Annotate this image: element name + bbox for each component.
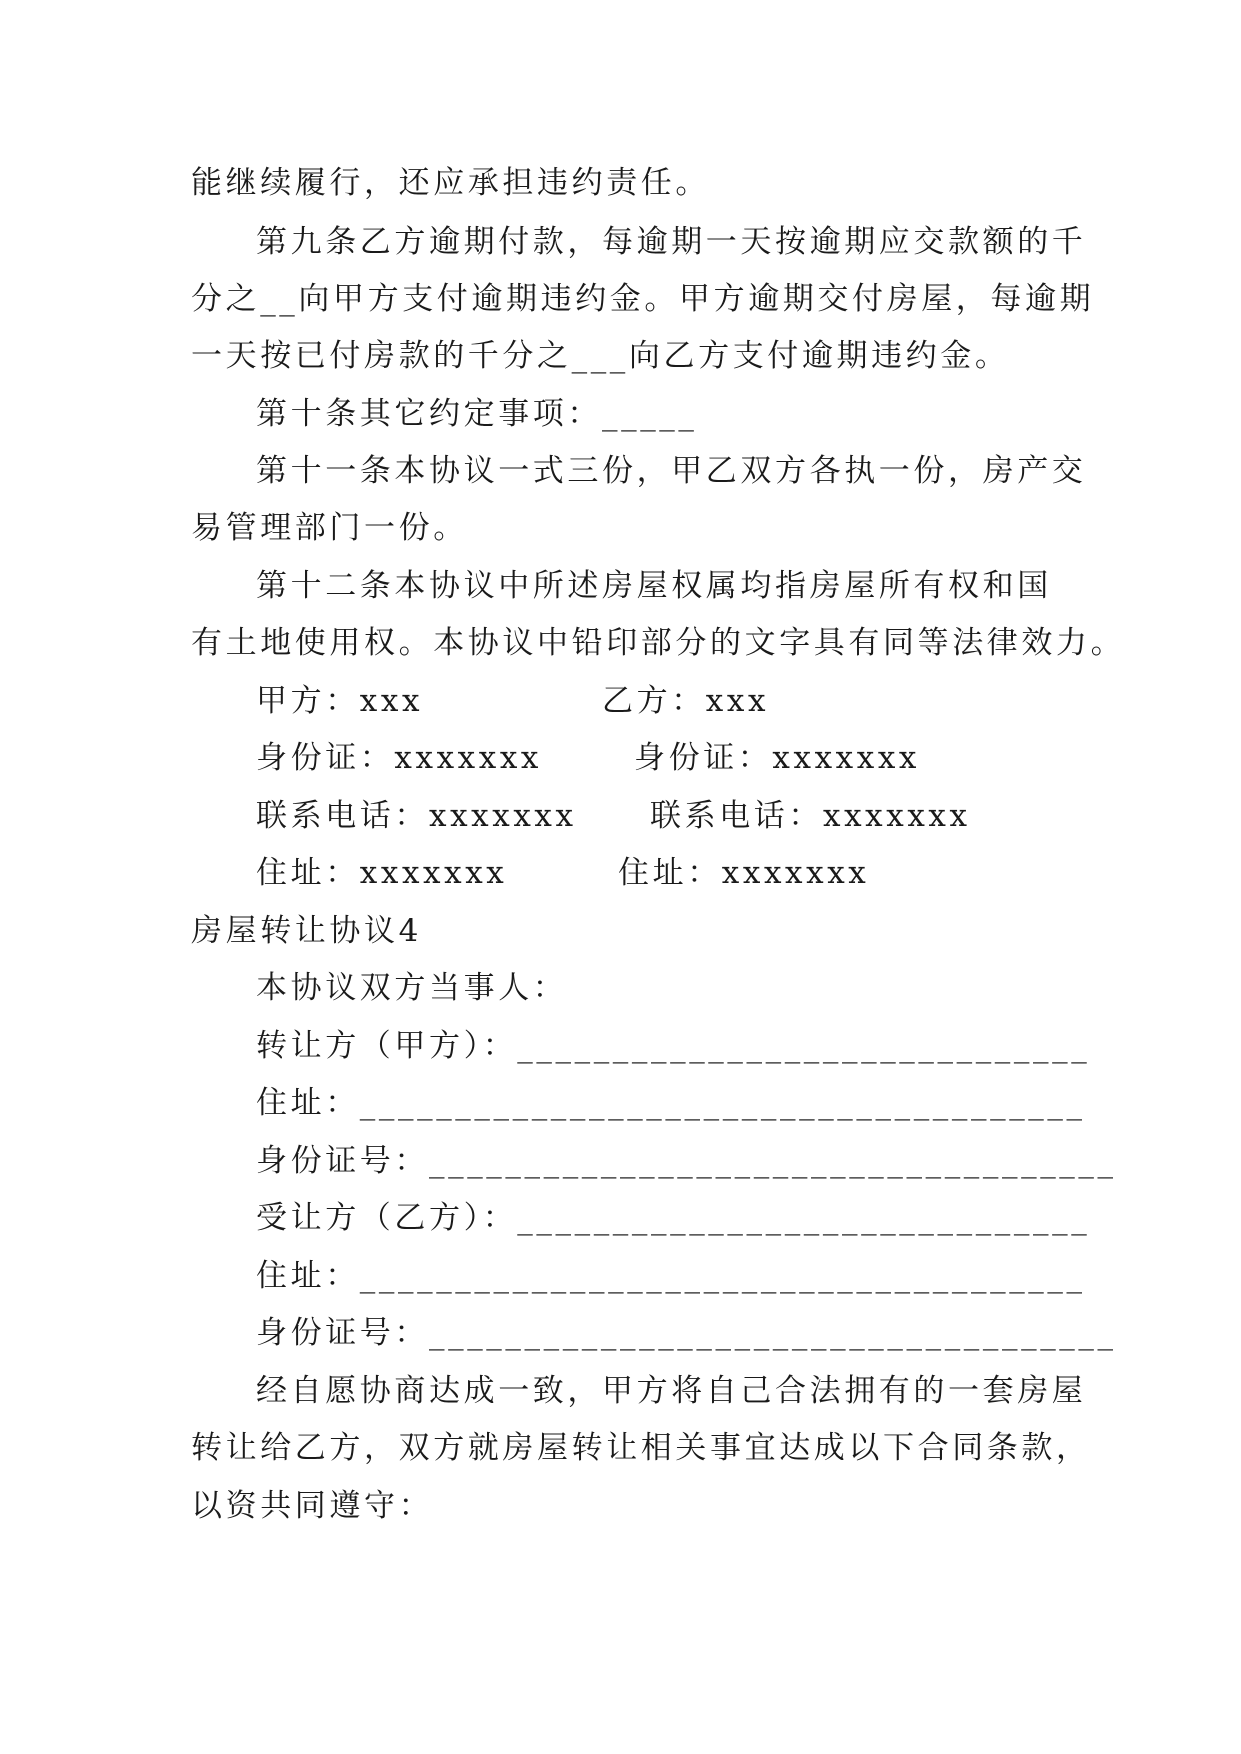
party-a-phone: 联系电话：xxxxxxx — [256, 798, 577, 834]
party-b-phone: 联系电话：xxxxxxx — [650, 798, 971, 834]
paragraph-line: 第十二条本协议中所述房屋权属均指房屋所有权和国 — [256, 568, 1052, 604]
transferee-address-field: 住址：______________________________________ — [256, 1258, 1086, 1294]
transferee-id-field: 身份证号：____________________________________ — [256, 1315, 1117, 1351]
paragraph-line: 以资共同遵守： — [191, 1488, 434, 1524]
party-b-id: 身份证：xxxxxxx — [634, 740, 920, 776]
transferor-field: 转让方（甲方）：______________________________ — [256, 1028, 1091, 1064]
party-a-id: 身份证：xxxxxxx — [256, 740, 542, 776]
section-title: 房屋转让协议4 — [191, 913, 422, 949]
paragraph-line: 分之__向甲方支付逾期违约金。甲方逾期交付房屋，每逾期 — [191, 281, 1095, 317]
transferee-field: 受让方（乙方）：______________________________ — [256, 1200, 1091, 1236]
paragraph-line: 经自愿协商达成一致，甲方将自己合法拥有的一套房屋 — [256, 1373, 1087, 1409]
party-a-address: 住址：xxxxxxx — [256, 855, 508, 891]
paragraph-line: 易管理部门一份。 — [191, 510, 468, 546]
form-intro: 本协议双方当事人： — [256, 970, 568, 1006]
paragraph-line: 第十条其它约定事项：_____ — [256, 396, 698, 432]
party-b-label: 乙方：xxx — [602, 683, 770, 719]
paragraph-line: 第九条乙方逾期付款，每逾期一天按逾期应交款额的千 — [256, 224, 1087, 260]
paragraph-line: 能继续履行，还应承担违约责任。 — [191, 165, 710, 201]
transferor-address-field: 住址：______________________________________ — [256, 1085, 1086, 1121]
party-a-label: 甲方：xxx — [256, 683, 424, 719]
transferor-id-field: 身份证号：____________________________________ — [256, 1143, 1117, 1179]
paragraph-line: 转让给乙方，双方就房屋转让相关事宜达成以下合同条款， — [191, 1430, 1091, 1466]
paragraph-line: 一天按已付房款的千分之___向乙方支付逾期违约金。 — [191, 338, 1010, 374]
paragraph-line: 第十一条本协议一式三份，甲乙双方各执一份，房产交 — [256, 453, 1087, 489]
party-b-address: 住址：xxxxxxx — [618, 855, 870, 891]
paragraph-line: 有土地使用权。本协议中铅印部分的文字具有同等法律效力。 — [191, 625, 1126, 661]
